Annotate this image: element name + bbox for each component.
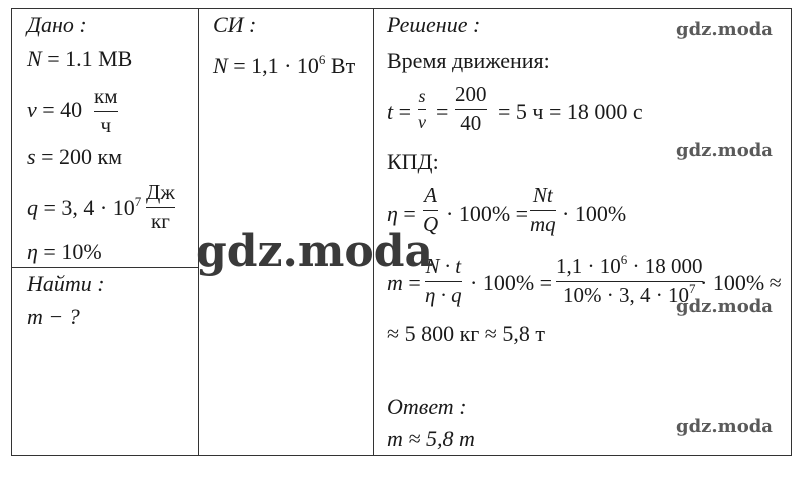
eta-frac-2: Nt mq bbox=[530, 183, 556, 236]
kpd-label: КПД: bbox=[387, 149, 439, 174]
answer-header: Ответ : bbox=[387, 394, 467, 419]
t-eq: = bbox=[436, 99, 449, 124]
find-header: Найти : bbox=[27, 271, 105, 296]
t-var: t = bbox=[387, 99, 412, 124]
given-n: N = 1.1 МВ bbox=[27, 46, 133, 71]
find-item: m − ? bbox=[27, 304, 80, 329]
answer: m ≈ 5,8 т bbox=[387, 426, 475, 451]
given-eta: η = 10% bbox=[27, 239, 102, 264]
eta-mid: · 100% = bbox=[446, 201, 529, 226]
given-q-unit: Дж кг bbox=[146, 180, 175, 233]
watermark: gdz.moda bbox=[196, 226, 434, 277]
solution-header: Решение : bbox=[387, 12, 481, 37]
m-frac-1: N · t η · q bbox=[425, 254, 462, 307]
watermark: gdz.moda bbox=[676, 140, 773, 161]
m-tail: · 100% ≈ bbox=[700, 270, 782, 295]
given-v-unit: км ч bbox=[94, 84, 118, 137]
time-label: Время движения: bbox=[387, 48, 550, 73]
t-result: = 5 ч = 18 000 с bbox=[498, 99, 643, 124]
eta-tail: · 100% bbox=[562, 201, 627, 226]
result-line: ≈ 5 800 кг ≈ 5,8 т bbox=[387, 321, 545, 346]
m-mid: · 100% = bbox=[470, 270, 553, 295]
given-v: v = 40 bbox=[27, 97, 83, 122]
watermark: gdz.moda bbox=[676, 296, 773, 317]
given-s: s = 200 км bbox=[27, 144, 123, 169]
given-q: q = 3, $4 \cdot 10^7$ bbox=[27, 194, 142, 220]
watermark: gdz.moda bbox=[676, 416, 773, 437]
m-var: m = bbox=[387, 270, 421, 295]
si-n: $N = 1,1 \cdot 10^6$ Вт bbox=[213, 52, 356, 78]
eta-frac-1: A Q bbox=[423, 183, 439, 236]
given-header: Дано : bbox=[27, 12, 87, 37]
si-header: СИ : bbox=[213, 12, 257, 37]
watermark: gdz.moda bbox=[676, 19, 773, 40]
t-frac-2: 200 40 bbox=[455, 82, 487, 135]
m-frac-2: $1,1 \cdot 10^6 \cdot 18$ 000 10% · 3, $4 \cdot 10^7$ bbox=[556, 252, 703, 307]
given-find-divider bbox=[11, 267, 199, 268]
eta-var: η = bbox=[387, 201, 416, 226]
t-frac-1: s v bbox=[418, 86, 426, 132]
